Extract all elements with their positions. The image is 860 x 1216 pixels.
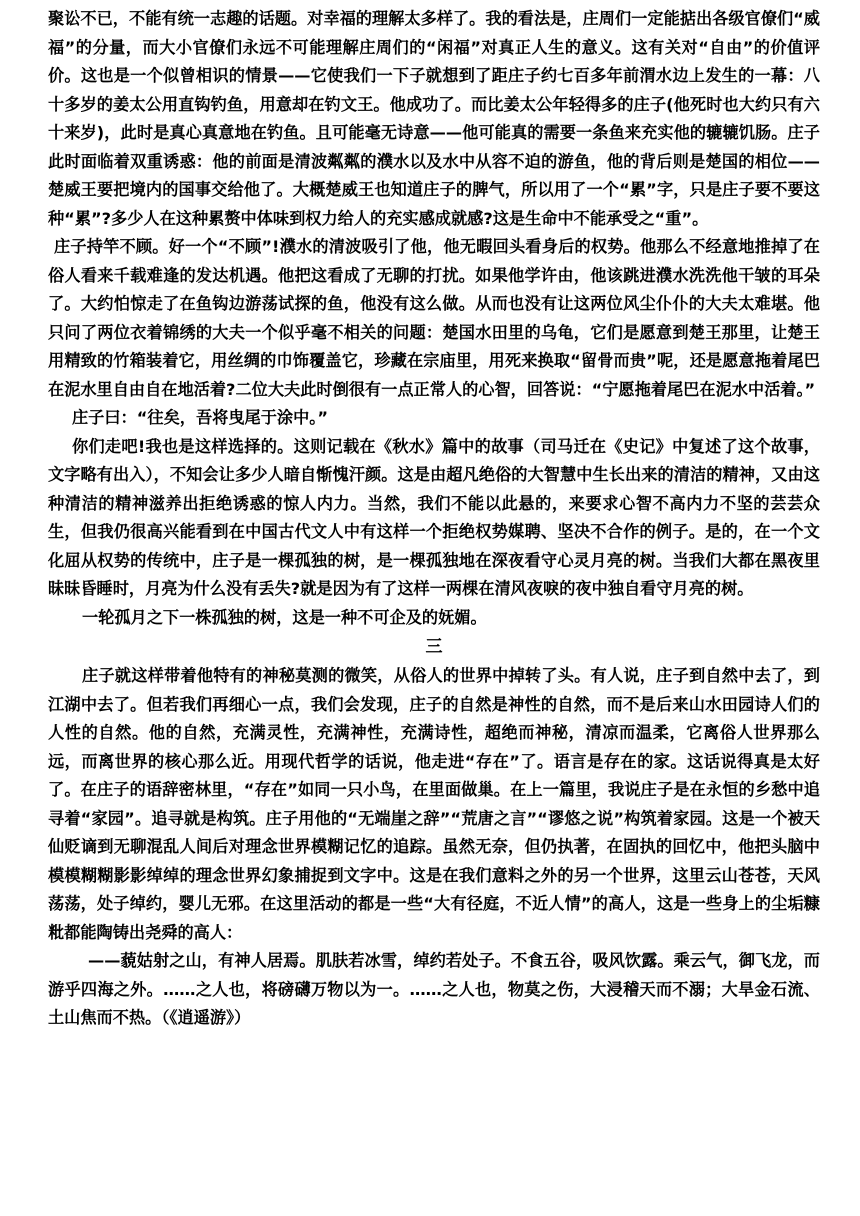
- section-heading-three: 三: [425, 637, 443, 657]
- paragraph-happiness-freedom: 聚讼不已，不能有统一志趣的话题。对幸福的理解太多样了。我的看法是，庄周们一定能掂出各级官僚们“威福”的分量，而大小官僚们永远不可能理解庄周们的“闲福”对真正人生的意义。这有关对“自由”的价值评价。这也是一个似曾相识的情景——它使我们一下子就想到了距庄子约七百多年前渭水边上发生的一幕：八十多岁的姜太公用直钩钓鱼，用意却在钓文王。他成功了。而比姜太公年轻得多的庄子(他死时也大约只有六十来岁)，此时是真心真意地在钓鱼。且可能毫无诗意——他可能真的需要一条鱼来充实他的辘辘饥肠。庄子此时面临着双重诱惑：他的前面是清波粼粼的濮水以及水中从容不迫的游鱼，他的背后则是楚国的相位——楚威王要把境内的国事交给他了。大概楚威王也知道庄子的脾气，所以用了一个“累”字，只是庄子要不要这种“累”?多少人在这种累赘中体味到权力给人的充实感成就感?这是生命中不能承受之“重”。: [48, 9, 820, 228]
- paragraph-lonely-tree: 你们走吧!我也是这样选择的。这则记载在《秋水》篇中的故事（司马迁在《史记》中复述了这个故事，文字略有出入），不知会让多少人暗自惭愧汗颜。这是由超凡绝俗的大智慧中生长出来的清洁的精神，又由这种清洁的精神滋养出拒绝诱惑的惊人内力。当然，我们不能以此悬的，来要求心智不高内力不坚的芸芸众生，但我仍很高兴能看到在中国古代文人中有这样一个拒绝权势媒聘、坚决不合作的例子。是的，在一个文化屈从权势的传统中，庄子是一棵孤独的树，是一棵孤独地在深夜看守心灵月亮的树。当我们大都在黑夜里昧昧昏睡时，月亮为什么没有丢失?就是因为有了这样一两棵在清风夜唳的夜中独自看守月亮的树。: [48, 436, 820, 598]
- paragraph-xiaoyaoyou-quote: ——藐姑射之山，有神人居焉。肌肤若冰雪，绰约若处子。不食五谷，吸风饮露。乘云气，御飞龙，而游乎四海之外。……之人也，将磅礴万物以为一。……之人也，物莫之伤，大浸稽天而不溺；大旱金石流、土山焦而不热。（《逍遥游》）: [48, 951, 820, 1027]
- paragraph-nature-divine: 庄子就这样带着他特有的神秘莫测的微笑，从俗人的世界中掉转了头。有人说，庄子到自然中去了，到江湖中去了。但若我们再细心一点，我们会发现，庄子的自然是神性的自然，而不是后来山水田园诗人们的人性的自然。他的自然，充满灵性，充满神性，充满诗性，超绝而神秘，清凉而温柔，它离俗人世界那么远，而离世界的核心那么近。用现代哲学的话说，他走进“存在”了。语言是存在的家。这话说得真是太好了。在庄子的语辞密林里，“存在”如同一只小鸟，在里面做巢。在上一篇里，我说庄子是在永恒的乡愁中追寻着“家园”。追寻就是构筑。庄子用他的“无端崖之辞”“荒唐之言”“谬悠之说”构筑着家园。这是一个被天仙贬谪到无聊混乱人间后对理念世界模糊记忆的追踪。虽然无奈，但仍执著，在固执的回忆中，他把头脑中模模糊糊影影绰绰的理念世界幻象捕捉到文字中。这是在我们意料之外的另一个世界，这里云山苍苍，天风荡荡，处子绰约，婴儿无邪。在这里活动的都是一些“大有径庭，不近人情”的高人，这是一些身上的尘垢糠粃都能陶铸出尧舜的高人：: [48, 666, 820, 942]
- paragraph-zhuangzi-quote: 庄子曰：“往矣，吾将曳尾于涂中。”: [72, 408, 328, 427]
- document-page: [48, 5, 820, 1033]
- paragraph-lonely-moon: 一轮孤月之下一株孤独的树，这是一种不可企及的妩媚。: [82, 607, 487, 627]
- paragraph-zhuangzi-refuses: 庄子持竿不顾。好一个“不顾”!濮水的清波吸引了他，他无暇回头看身后的权势。他那么不经意地推掉了在俗人看来千载难逢的发达机遇。他把这看成了无聊的打扰。如果他学许由，他该跳进濮水洗洗他干皱的耳朵了。大约怕惊走了在鱼钩边游荡试探的鱼，他没有这么做。从而也没有让这两位风尘仆仆的大夫太难堪。他只问了两位衣着锦绣的大夫一个似乎毫不相关的问题：楚国水田里的乌龟，它们是愿意到楚王那里，让楚王用精致的竹箱装着它，用丝绸的巾饰覆盖它，珍藏在宗庙里，用死来换取“留骨而贵”呢，还是愿意拖着尾巴在泥水里自由自在地活着?二位大夫此时倒很有一点正常人的心智，回答说：“宁愿拖着尾巴在泥水中活着。”: [48, 237, 820, 399]
